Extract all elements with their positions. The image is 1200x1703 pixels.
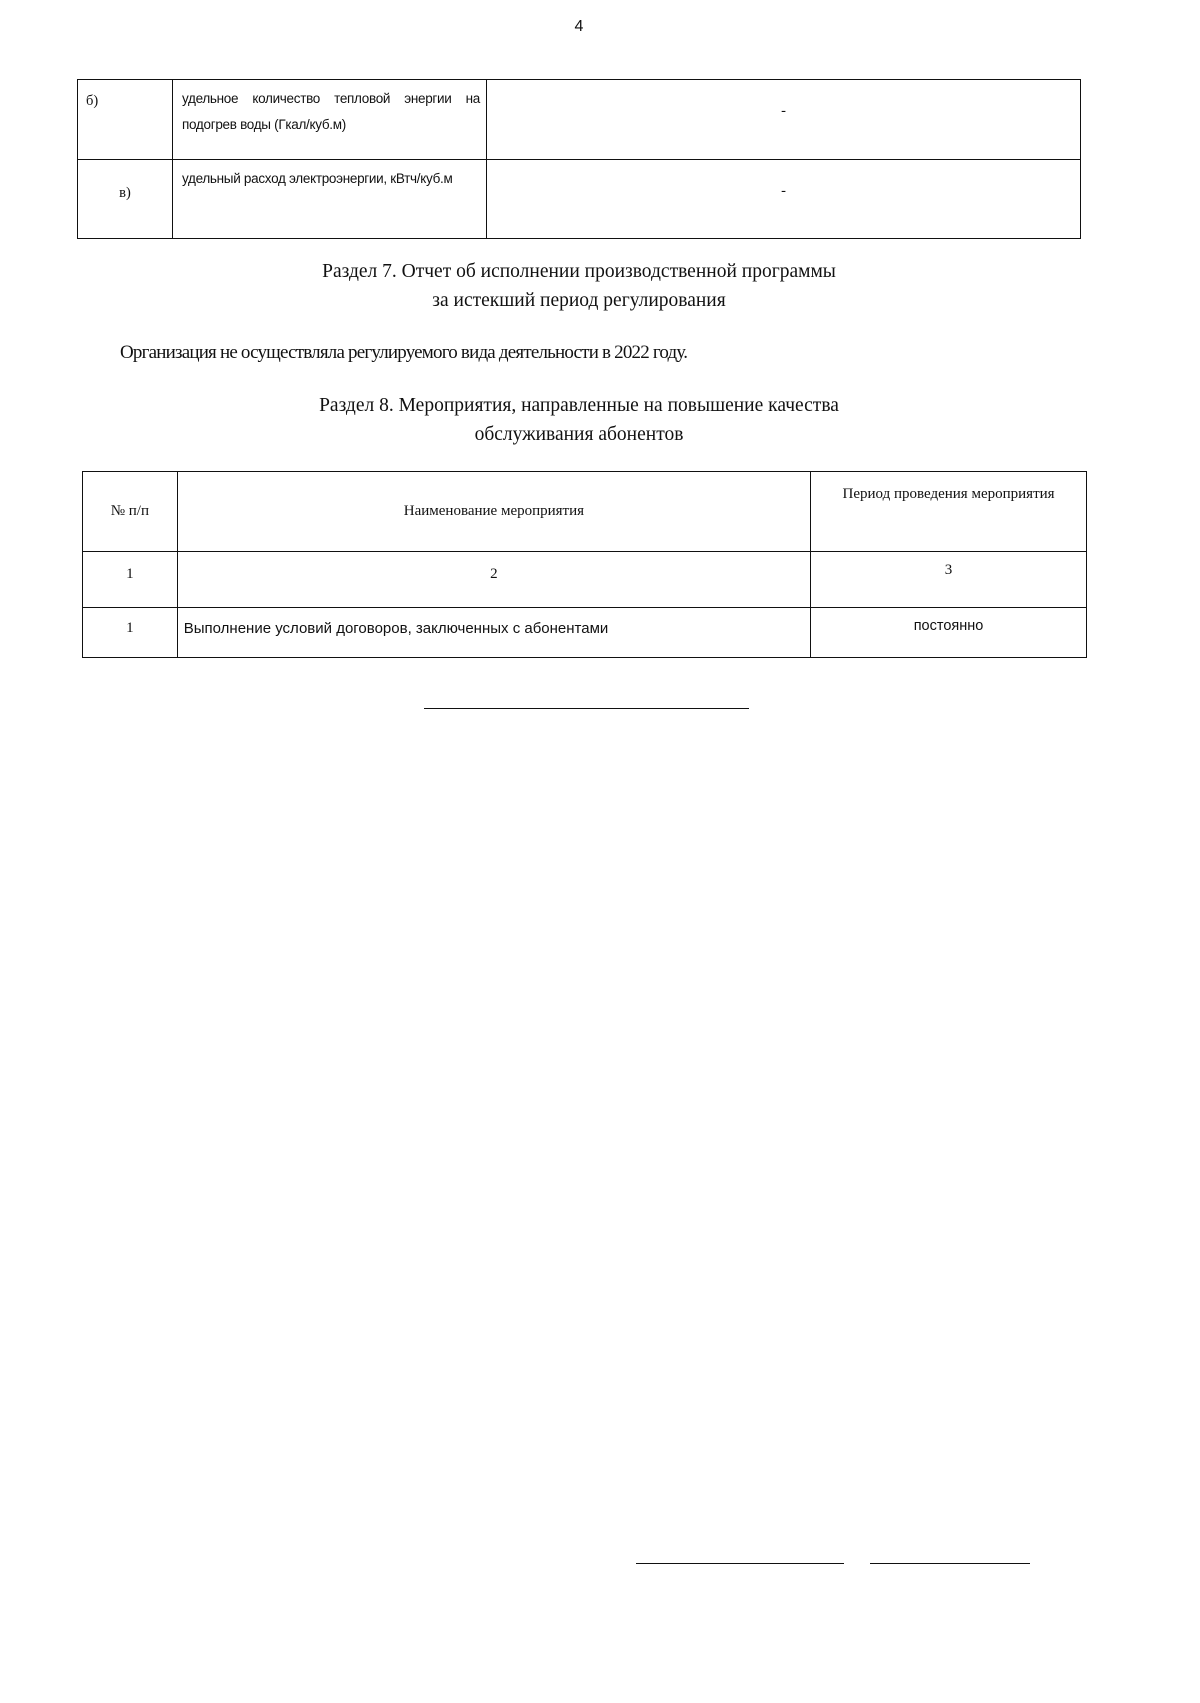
section7-title-line1: Раздел 7. Отчет об исполнении производственной программы (322, 261, 836, 282)
section7-heading (0, 257, 1158, 315)
table-header-row (83, 472, 1087, 552)
section8-heading (0, 391, 1158, 449)
header-name: Наименование мероприятия (177, 472, 810, 552)
table-row (78, 160, 1081, 239)
column-index: 3 (811, 552, 1087, 608)
table-row (83, 608, 1087, 658)
page-number: 4 (574, 18, 584, 35)
column-index: 2 (177, 552, 810, 608)
row-description: удельный расход электроэнергии, кВтч/куб.м (173, 160, 487, 239)
header-number: № п/п (83, 472, 178, 552)
footer-line (636, 1563, 844, 1564)
column-index: 1 (83, 552, 178, 608)
row-value: - (487, 80, 1081, 160)
measure-period: постоянно (811, 608, 1087, 658)
footer-line (870, 1563, 1030, 1564)
section8-title-line2: обслуживания абонентов (474, 424, 684, 445)
row-number: в) (78, 160, 173, 239)
measure-name: Выполнение условий договоров, заключенных с абонентами (177, 608, 810, 658)
section7-title-line2: за истекший период регулирования (432, 290, 726, 311)
end-divider (424, 708, 749, 709)
row-value: - (487, 160, 1081, 239)
row-description: удельное количество тепловой энергии на подогрев воды (Гкал/куб.м) (173, 80, 487, 160)
section8-title-line1: Раздел 8. Мероприятия, направленные на повышение качества (319, 395, 839, 416)
section7-text: Организация не осуществляла регулируемого вида деятельности в 2022 году. (120, 342, 688, 363)
indicators-table-continued (77, 79, 1081, 239)
row-number: б) (78, 80, 173, 160)
measures-table (82, 471, 1087, 658)
table-row (78, 80, 1081, 160)
column-index-row (83, 552, 1087, 608)
header-period: Период проведения мероприятия (811, 472, 1087, 552)
measure-number: 1 (83, 608, 178, 658)
